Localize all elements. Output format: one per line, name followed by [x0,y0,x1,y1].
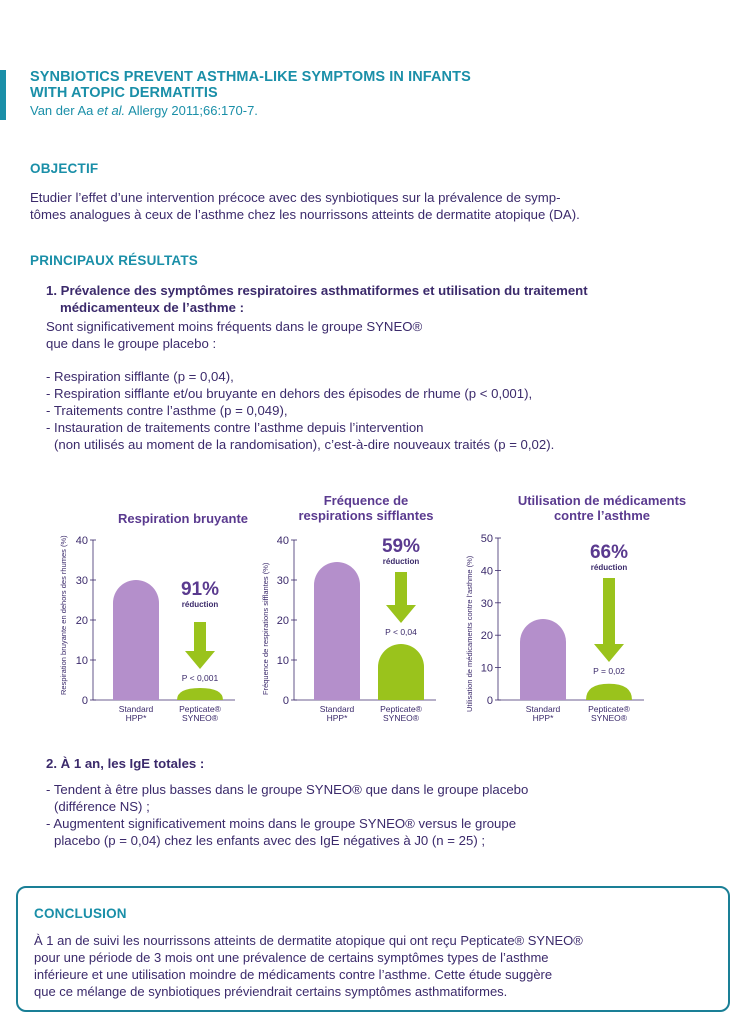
x-tick-label: HPP* [326,713,348,723]
chart-respirations-sifflantes [258,490,463,730]
y-tick-label: 30 [75,575,88,587]
chart-title: Respiration bruyante [117,511,249,526]
y-tick-label: 10 [480,662,493,675]
y-tick-label: 0 [81,695,88,707]
y-tick-label: 40 [276,535,289,547]
reduction-percent: 59% [381,536,421,557]
point1-intro: Sont significativement moins fréquents dans le groupe SYNEO® que dans le groupe placebo : [46,319,423,351]
title-line-1: SYNBIOTICS PREVENT ASTHMA-LIKE SYMPTOMS IN INFANTS [30,69,471,85]
bar-syneo [378,644,424,700]
bar-standard [520,619,566,700]
x-tick-label: Pepticate® [179,704,221,714]
reduction-label: réduction [382,557,420,566]
down-arrow-icon [386,572,416,623]
y-tick-label: 30 [276,575,289,587]
chart-title-line-2: respirations sifflantes [298,508,434,523]
resultats-heading: PRINCIPAUX RÉSULTATS [30,253,199,268]
y-tick-label: 10 [276,655,289,667]
reduction-percent: 66% [589,542,629,563]
p-value-label: P = 0,02 [593,666,625,676]
y-tick-label: 0 [282,695,289,707]
article-title [30,69,471,101]
point1-title: 1. Prévalence des symptômes respiratoires asthmatiformes et utilisation du traitement médicamenteux de l’asthme : [46,283,588,315]
reduction-percent: 91% [180,579,220,600]
y-tick-label: 40 [75,535,88,547]
article-reference: Van der Aa et al. Allergy 2011;66:170-7. [30,103,258,118]
chart-medicaments-asthme [462,490,717,730]
chart-ylabel: Utilisation de médicaments contre l’asthme (%) [465,555,474,712]
reduction-label: réduction [181,600,219,609]
list-item: - Tendent à être plus basses dans le groupe SYNEO® que dans le groupe placebo [46,782,529,797]
x-tick-label: SYNEO® [382,713,420,723]
x-tick-label: Pepticate® [380,704,422,714]
x-tick-label: SYNEO® [181,713,219,723]
x-tick-label: Standard [319,704,355,714]
list-item: placebo (p = 0,04) chez les enfants avec des IgE négatives à J0 (n = 25) ; [54,833,486,848]
chart-ylabel: Fréquence de respirations sifflantes (%) [261,562,270,695]
header-accent-bar [0,70,6,120]
bar-syneo [177,688,223,700]
p-value-label: P < 0,04 [385,627,417,637]
p-value-label: P < 0,001 [181,673,219,683]
point2-list [46,781,528,849]
conclusion-heading: CONCLUSION [34,906,127,921]
chart-plot [481,533,644,723]
title-line-2: WITH ATOPIC DERMATITIS [30,85,218,101]
y-tick-label: 20 [276,615,289,627]
list-item: - Instauration de traitements contre l’asthme depuis l’intervention [46,420,424,435]
chart-plot [76,535,235,723]
bar-standard [314,562,360,700]
x-tick-label: HPP* [532,713,554,723]
x-tick-label: SYNEO® [590,713,628,723]
y-tick-label: 20 [480,630,493,643]
list-item: - Respiration sifflante et/ou bruyante en dehors des épisodes de rhume (p < 0,001), [46,386,533,401]
point1-list [46,368,554,453]
list-item: - Traitements contre l’asthme (p = 0,049), [46,403,288,418]
objectif-text: Etudier l’effet d’une intervention précoce avec des synbiotiques sur la prévalence de symp- tômes analogues à ceux de l’asthme chez les nourrissons atteints de dermatite atopique (DA). [30,190,580,222]
y-tick-label: 50 [480,533,493,545]
y-tick-label: 30 [480,597,493,610]
list-item: (non utilisés au moment de la randomisation), c’est-à-dire nouveaux traités (p = 0,02). [54,437,555,452]
objectif-heading: OBJECTIF [30,161,99,176]
x-tick-label: Standard [118,704,154,714]
x-tick-label: Pepticate® [588,704,630,714]
y-tick-label: 0 [486,695,493,707]
point2-title: 2. À 1 an, les IgE totales : [46,756,205,771]
x-tick-label: Standard [525,704,561,714]
y-tick-label: 10 [75,655,88,667]
list-item: - Respiration sifflante (p = 0,04), [46,369,234,384]
down-arrow-icon [185,622,215,669]
chart-title-line-1: Utilisation de médicaments [517,493,687,508]
chart-ylabel: Respiration bruyante en dehors des rhumes (%) [59,535,68,695]
chart-respiration-bruyante [55,495,255,730]
down-arrow-icon [594,578,624,662]
chart-plot [277,535,436,723]
chart-title-line-2: contre l’asthme [553,508,651,523]
bar-standard [113,580,159,700]
y-tick-label: 20 [75,615,88,627]
x-tick-label: HPP* [125,713,147,723]
y-tick-label: 40 [480,565,493,578]
chart-title-line-1: Fréquence de [323,493,409,508]
reduction-label: réduction [590,563,628,572]
bar-syneo [586,684,632,700]
list-item: (différence NS) ; [54,799,150,814]
list-item: - Augmentent significativement moins dans le groupe SYNEO® versus le groupe [46,816,517,831]
conclusion-text: À 1 an de suivi les nourrissons atteints de dermatite atopique qui ont reçu Pepticate® SYNEO® pour une période de 3 mois ont une prévalence de certains symptômes types de l’asthme inférieure et une utilisation moindre de médicaments contre l’asthme. Cette étude suggère que ce mélange de synbiotiques préviendrait certains symptômes asthmatiformes. [34,933,583,999]
